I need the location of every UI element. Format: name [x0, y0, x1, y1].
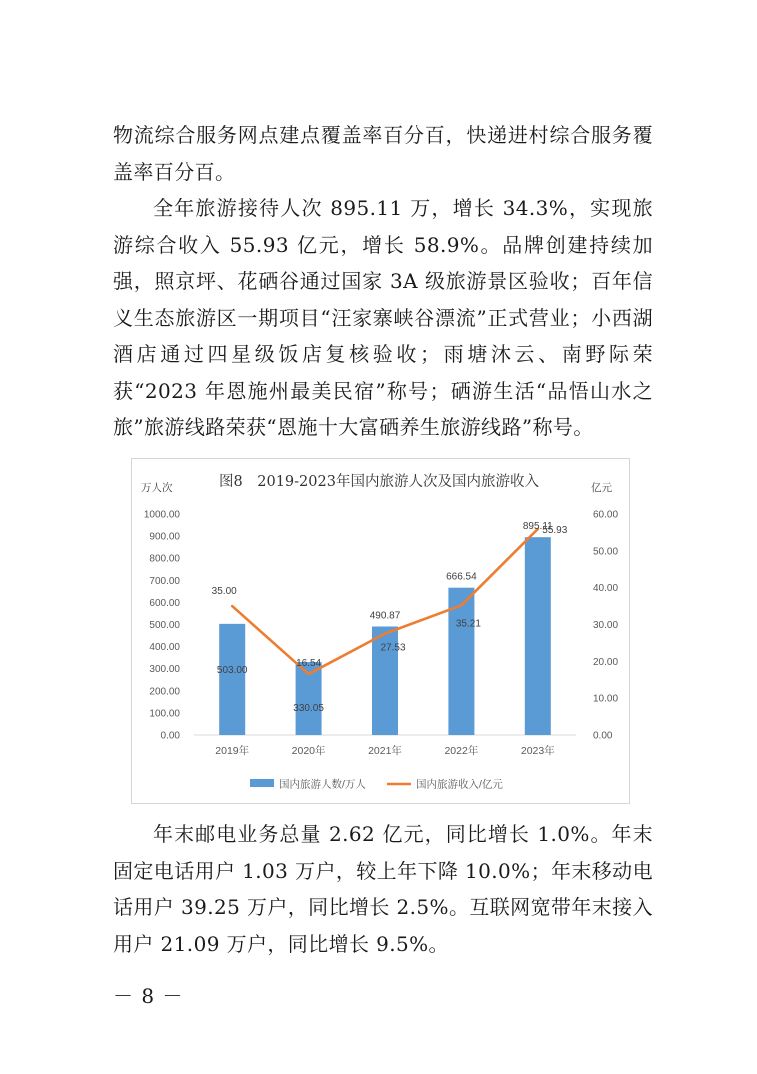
paragraph-logistics: 物流综合服务网点建点覆盖率百分百，快递进村综合服务覆盖率百分百。 — [113, 123, 653, 184]
left-axis-tick-label: 0.00 — [160, 730, 180, 742]
bar-data-label: 666.54 — [446, 571, 477, 583]
left-axis-tick-label: 700.00 — [149, 575, 180, 587]
line-data-label: 16.54 — [296, 658, 322, 670]
chart-title: 图8 2019-2023年国内旅游人次及国内旅游收入 — [219, 474, 539, 490]
bar-data-label: 490.87 — [369, 610, 401, 622]
left-axis-unit-label: 万人次 — [141, 482, 173, 494]
legend-line-label: 国内旅游收入/亿元 — [416, 778, 503, 791]
bar-data-label: 330.05 — [293, 703, 324, 715]
left-axis-tick-label: 900.00 — [149, 531, 180, 543]
left-axis-tick-label: 300.00 — [149, 664, 180, 676]
tourism-chart — [131, 458, 630, 804]
right-axis-tick-label: 50.00 — [593, 546, 619, 558]
chart-canvas — [132, 459, 629, 803]
right-axis-tick-label: 0.00 — [593, 730, 613, 742]
right-axis-tick-label: 40.00 — [593, 583, 619, 595]
line-data-label: 55.93 — [542, 524, 568, 536]
bar-data-label: 895.11 — [522, 521, 553, 533]
left-axis-tick-label: 100.00 — [149, 708, 180, 720]
right-axis-unit-label: 亿元 — [591, 482, 612, 494]
left-axis-tick-label: 1000.00 — [143, 509, 180, 521]
x-axis-tick-label: 2022年 — [444, 745, 479, 757]
bar — [525, 537, 551, 735]
right-axis-tick-label: 20.00 — [593, 656, 619, 668]
left-axis-tick-label: 500.00 — [149, 620, 180, 631]
left-axis-tick-label: 800.00 — [149, 553, 180, 565]
x-axis-tick-label: 2023年 — [520, 745, 555, 757]
legend-bar-swatch — [250, 779, 274, 787]
line-data-label: 27.53 — [380, 642, 406, 654]
line-data-label: 35.00 — [211, 586, 237, 598]
page-number: － 8 － — [113, 984, 184, 1008]
paragraph-tourism: 全年旅游接待人次 895.11 万，增长 34.3%，实现旅游综合收入 55.93 亿元，增长 58.9%。品牌创建持续加强，照京坪、花硒谷通过国家 3A 级旅游景区验收；百年信义生态旅游区一期项目“汪家寨峡谷漂流”正式营业；小西湖酒店通过四星级饭店复核验收；雨塘沐云、南野际荣获“2023 年恩施州最美民宿”称号；硒游生活“品悟山水之旅”旅游线路荣获“恩施十大富硒养生旅游线路”称号。 — [113, 196, 653, 439]
right-axis-tick-label: 10.00 — [593, 693, 619, 705]
right-axis-tick-label: 60.00 — [593, 509, 619, 521]
x-axis-tick-label: 2019年 — [215, 745, 250, 757]
left-axis-tick-label: 200.00 — [149, 686, 180, 698]
bar-data-label: 503.00 — [216, 664, 248, 676]
legend-bar-label: 国内旅游人数/万人 — [279, 778, 366, 791]
right-axis-tick-label: 30.00 — [593, 620, 619, 631]
bar — [219, 624, 245, 735]
left-axis-tick-label: 400.00 — [149, 642, 180, 654]
x-axis-tick-label: 2020年 — [291, 745, 326, 757]
line-data-label: 35.21 — [455, 618, 481, 630]
left-axis-tick-label: 600.00 — [149, 597, 180, 609]
paragraph-telecom: 年末邮电业务总量 2.62 亿元，同比增长 1.0%。年末固定电话用户 1.03 万户，较上年下降 10.0%；年末移动电话用户 39.25 万户，同比增长 2.5%。互联网宽带年末接入用户 21.09 万户，同比增长 9.5%。 — [113, 822, 653, 956]
x-axis-tick-label: 2021年 — [368, 745, 402, 757]
